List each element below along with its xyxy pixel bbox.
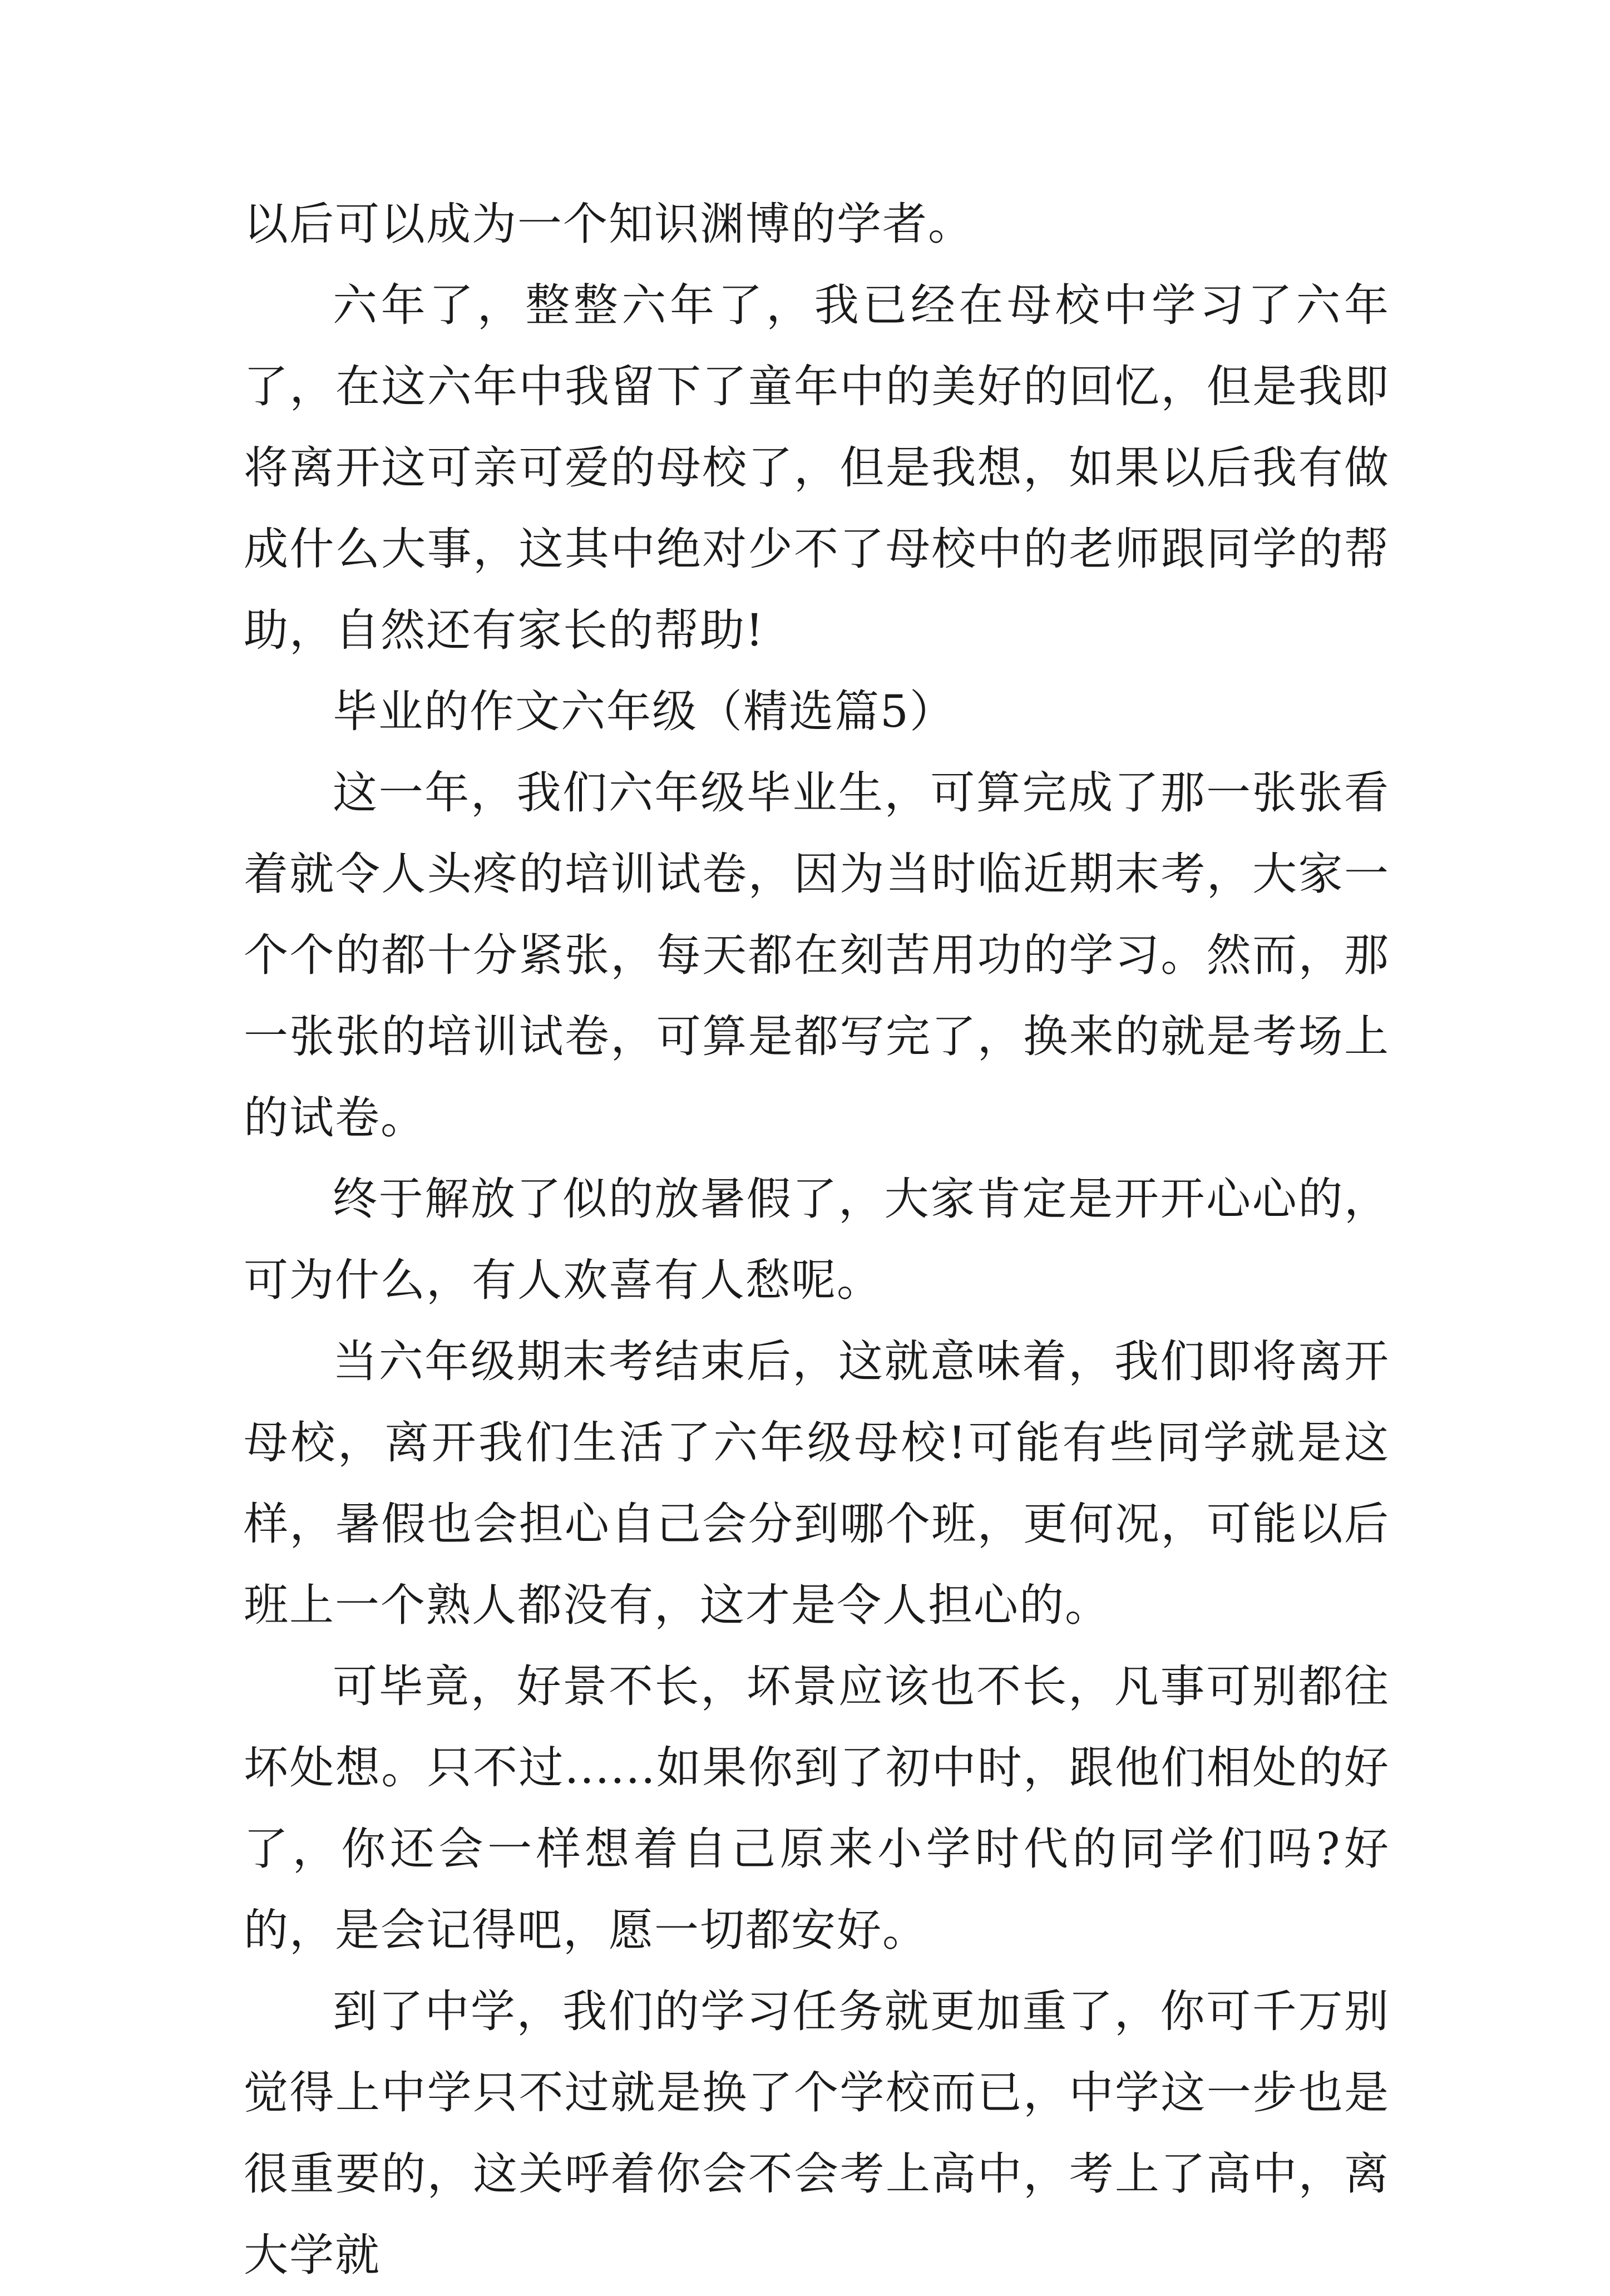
paragraph-6: 可毕竟，好景不长，坏景应该也不长，凡事可别都往坏处想。只不过......如果你到了初中时，跟他们相处的好了，你还会一样想着自己原来小学时代的同学们吗?好的，是会记得吧，愿一切都安好。 bbox=[244, 1661, 1390, 1956]
document-body bbox=[244, 184, 1390, 2296]
paragraph-4: 终于解放了似的放暑假了，大家肯定是开开心心的，可为什么，有人欢喜有人愁呢。 bbox=[244, 1173, 1390, 1306]
paragraph-2: 六年了，整整六年了，我已经在母校中学习了六年了，在这六年中我留下了童年中的美好的回忆，但是我即将离开这可亲可爱的母校了，但是我想，如果以后我有做成什么大事，这其中绝对少不了母校中的老师跟同学的帮助，自然还有家长的帮助! bbox=[244, 279, 1390, 656]
paragraph-7: 到了中学，我们的学习任务就更加重了，你可千万别觉得上中学只不过就是换了个学校而已，中学这一步也是很重要的，这关呼着你会不会考上高中，考上了高中，离大学就 bbox=[244, 1985, 1390, 2281]
section-heading: 毕业的作文六年级（精选篇5） bbox=[333, 686, 955, 737]
paragraph-3: 这一年，我们六年级毕业生，可算完成了那一张张看着就令人头疼的培训试卷，因为当时临近期末考，大家一个个的都十分紧张，每天都在刻苦用功的学习。然而，那一张张的培训试卷，可算是都写完了，换来的就是考场上的试卷。 bbox=[244, 767, 1390, 1144]
paragraph-1: 以后可以成为一个知识渊博的学者。 bbox=[244, 198, 974, 250]
paragraph-5: 当六年级期末考结束后，这就意味着，我们即将离开母校，离开我们生活了六年级母校!可能有些同学就是这样，暑假也会担心自己会分到哪个班，更何况，可能以后班上一个熟人都没有，这才是令人担心的。 bbox=[244, 1336, 1390, 1631]
